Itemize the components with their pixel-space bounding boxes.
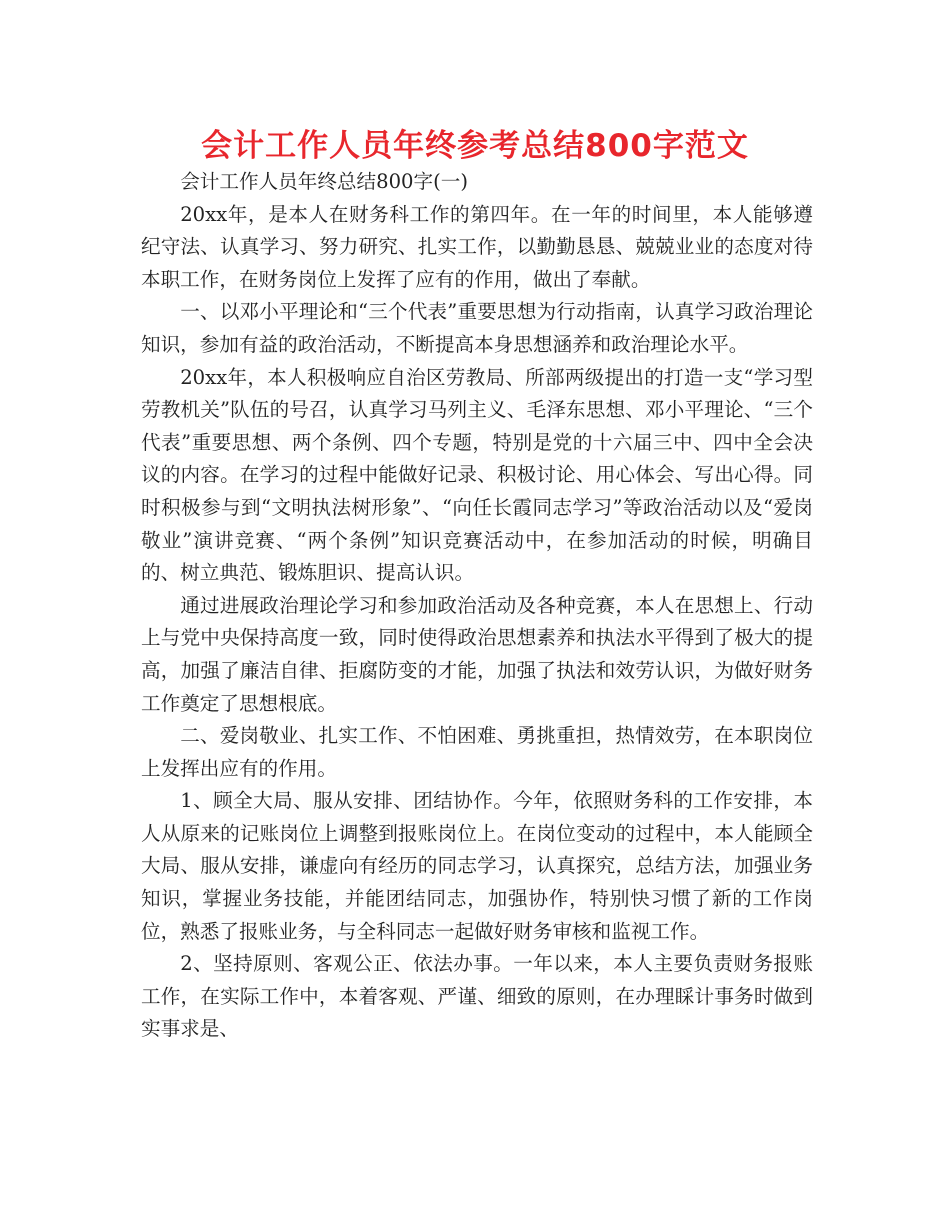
paragraph: 20xx年，本人积极响应自治区劳教局、所部两级提出的打造一支“学习型劳教机关”队伍的号召，认真学习马列主义、毛泽东思想、邓小平理论、“三个代表”重要思想、两个条例、四个专题，特别是党的十六届三中、四中全会决议的内容。在学习的过程中能做好记录、积极讨论、用心体会、写出心得。同时积极参与到“文明执法树形象”、“向任长霞同志学习”等政治活动以及“爱岗敬业”演讲竞赛、“两个条例”知识竞赛活动中，在参加活动的时候，明确目的、树立典范、锻炼胆识、提高认识。 [141, 365, 813, 585]
document-title: 会计工作人员年终参考总结800字范文 [201, 128, 749, 164]
document-body [141, 166, 813, 1046]
paragraph: 1、顾全大局、服从安排、团结协作。今年，依照财务科的工作安排，本人从原来的记账岗位上调整到报账岗位上。在岗位变动的过程中，本人能顾全大局、服从安排，谦虚向有经历的同志学习，认真探究，总结方法，加强业务知识，掌握业务技能，并能团结同志，加强协作，特别快习惯了新的工作岗位，熟悉了报账业务，与全科同志一起做好财务审核和监视工作。 [141, 789, 813, 943]
paragraph: 20xx年，是本人在财务科工作的第四年。在一年的时间里，本人能够遵纪守法、认真学习、努力研究、扎实工作，以勤勤恳恳、兢兢业业的态度对待本职工作，在财务岗位上发挥了应有的作用，做出了奉献。 [141, 202, 813, 291]
paragraph: 通过进展政治理论学习和参加政治活动及各种竞赛，本人在思想上、行动上与党中央保持高度一致，同时使得政治思想素养和执法水平得到了极大的提高，加强了廉洁自律、拒腐防变的才能，加强了执法和效劳认识，为做好财务工作奠定了思想根底。 [141, 593, 813, 715]
paragraph: 二、爱岗敬业、扎实工作、不怕困难、勇挑重担，热情效劳，在本职岗位上发挥出应有的作用。 [141, 724, 813, 780]
paragraph: 2、坚持原则、客观公正、依法办事。一年以来，本人主要负责财务报账工作，在实际工作中，本着客观、严谨、细致的原则，在办理睬计事务时做到实事求是、 [141, 952, 813, 1041]
paragraph: 一、以邓小平理论和“三个代表”重要思想为行动指南，认真学习政治理论知识，参加有益的政治活动，不断提高本身思想涵养和政治理论水平。 [141, 300, 813, 356]
paragraph-subtitle: 会计工作人员年终总结800字(一) [180, 170, 468, 193]
